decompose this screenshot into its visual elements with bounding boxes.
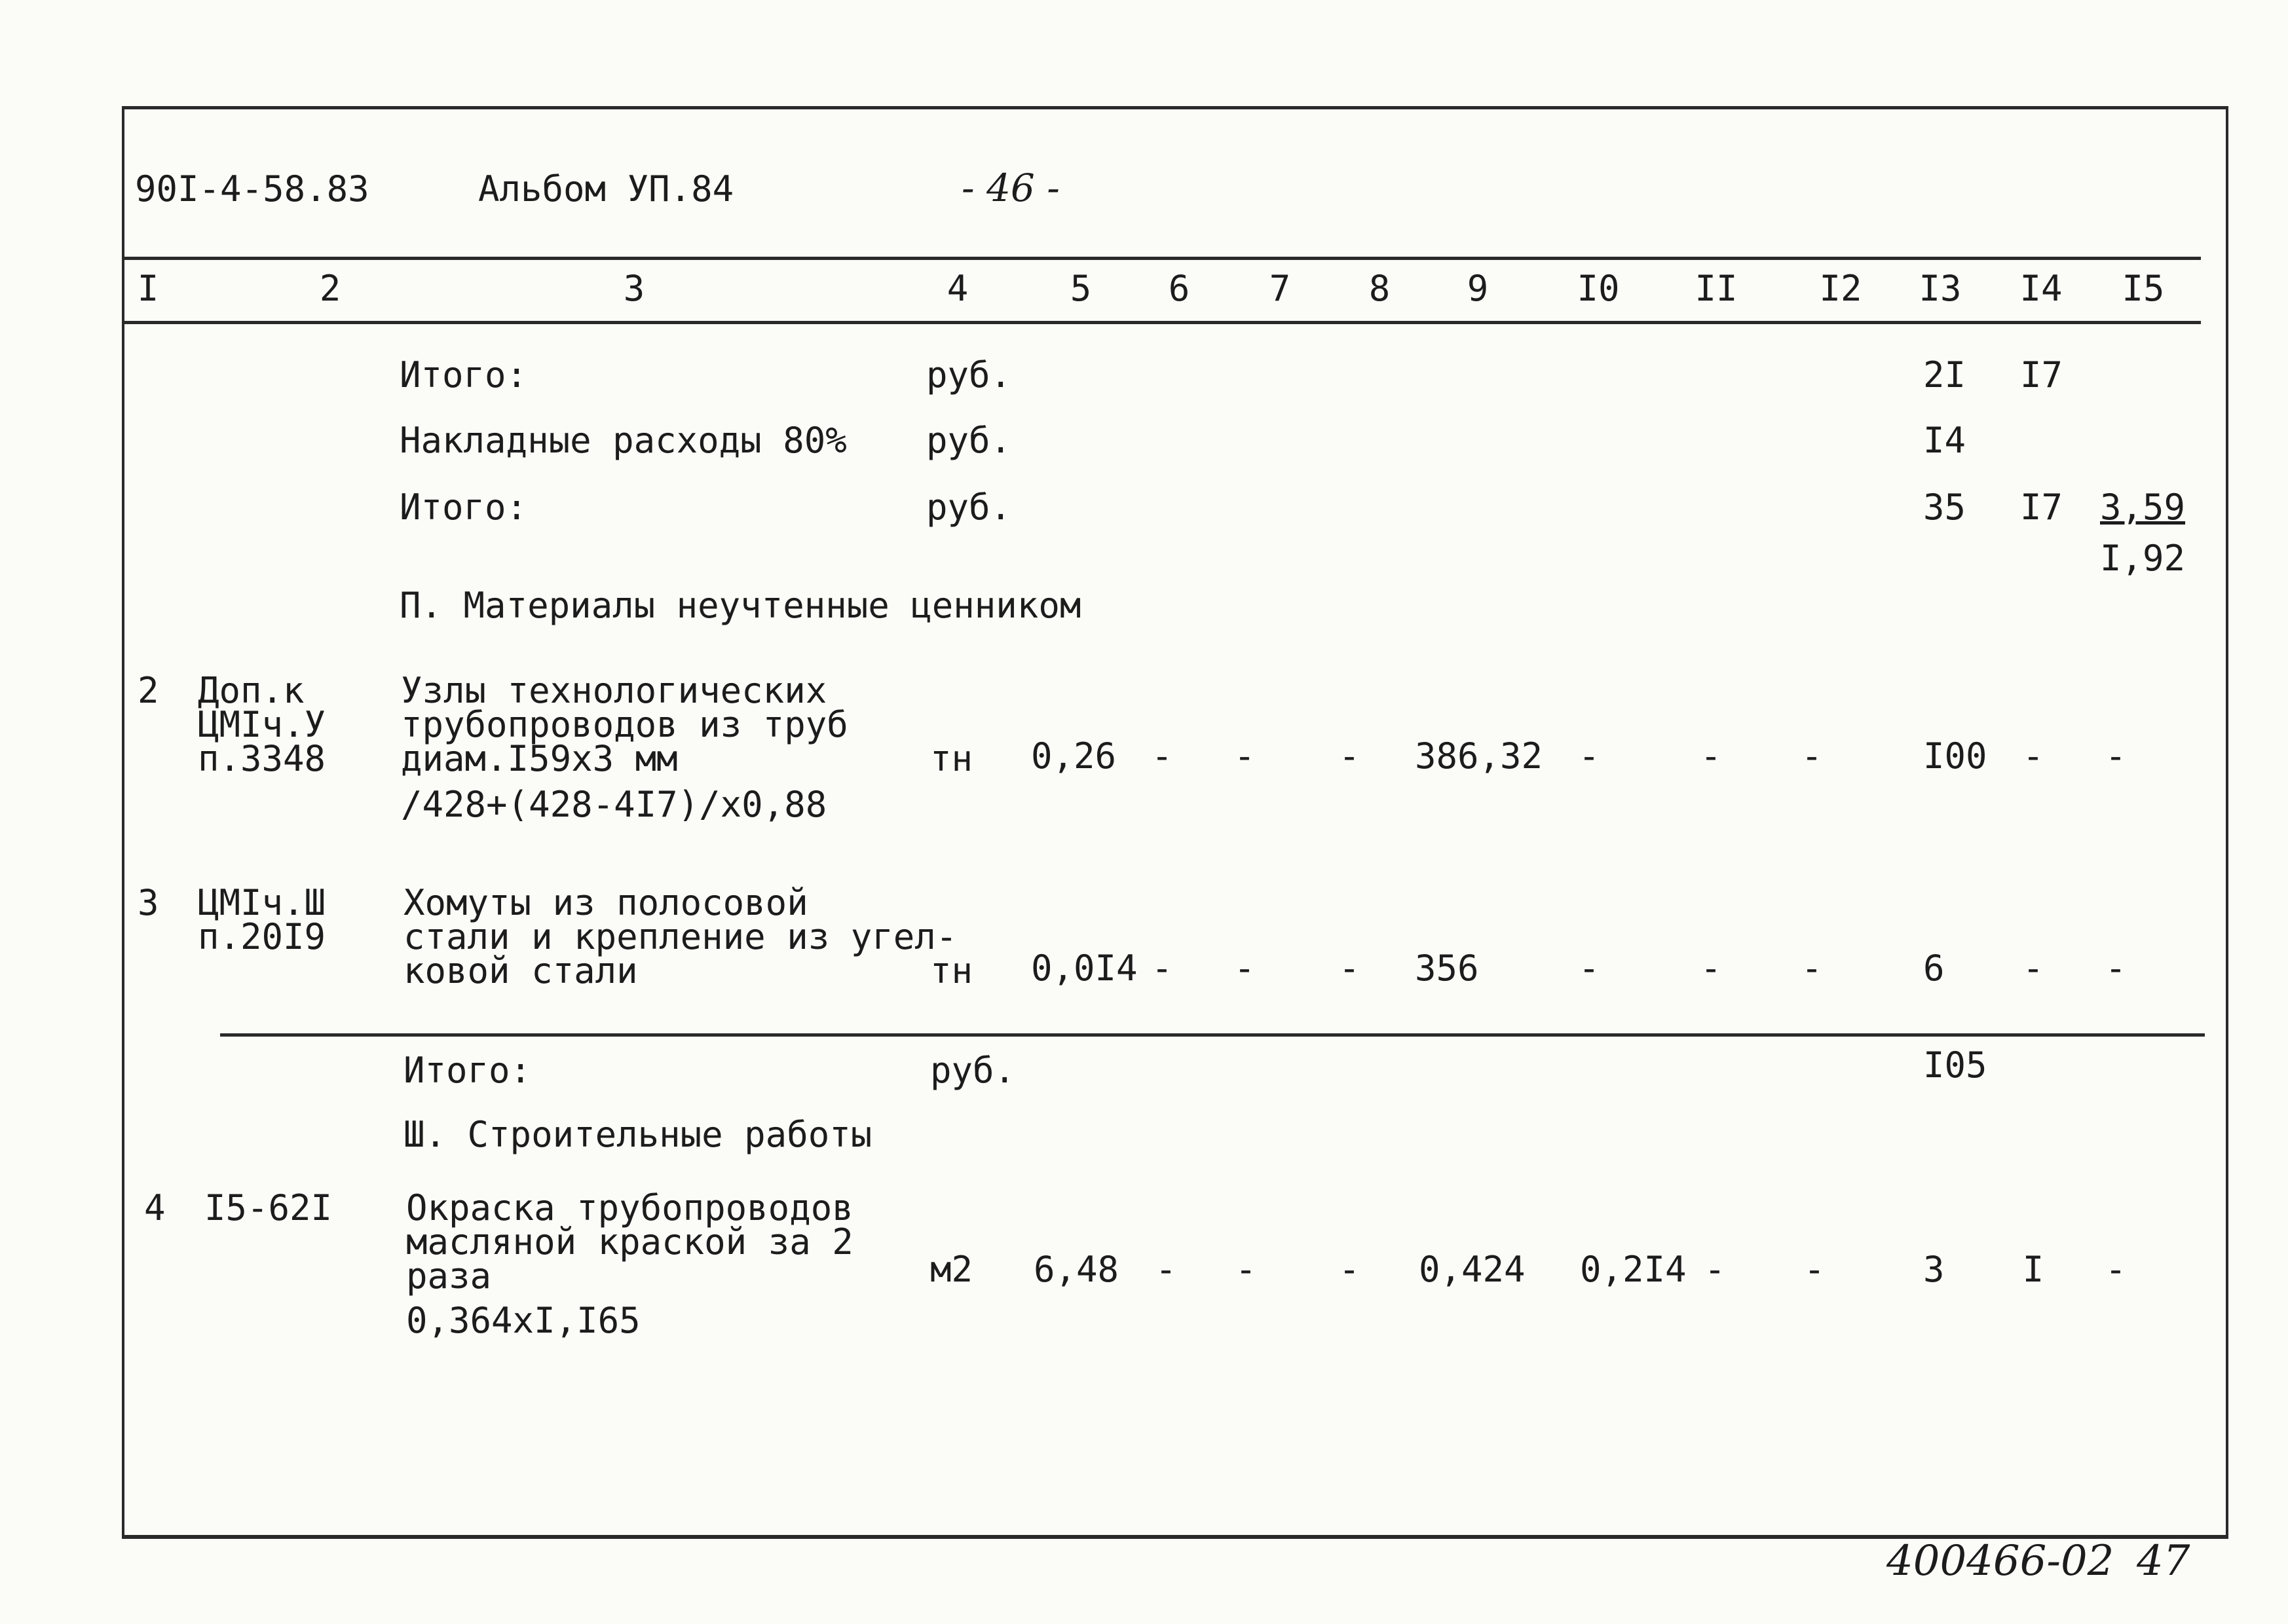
row-unit: тн bbox=[930, 950, 973, 991]
row-col6: - bbox=[1151, 948, 1173, 989]
totals-label: Итого: bbox=[400, 487, 528, 528]
col-header-15: I5 bbox=[2122, 268, 2165, 309]
row-col11: - bbox=[1704, 1249, 1726, 1290]
row-col6: - bbox=[1151, 735, 1173, 777]
row-col5: 6,48 bbox=[1034, 1249, 1119, 1290]
row-name-line: стали и крепление из угел- bbox=[403, 916, 958, 957]
row-col11: - bbox=[1700, 735, 1722, 777]
row-ref-line: Доп.к bbox=[198, 670, 305, 711]
totals-unit: руб. bbox=[926, 487, 1012, 528]
col-header-8: 8 bbox=[1368, 268, 1391, 309]
col-header-13: I3 bbox=[1919, 268, 1962, 309]
row-col15: - bbox=[2105, 735, 2127, 777]
totals-label: Итого: bbox=[403, 1050, 532, 1091]
row-col6: - bbox=[1155, 1249, 1177, 1290]
overhead-col13: I4 bbox=[1923, 420, 1966, 461]
row-name-line: диам.I59x3 мм bbox=[401, 738, 678, 779]
row-number: 4 bbox=[144, 1187, 166, 1228]
col-header-2: 2 bbox=[319, 268, 341, 309]
col-header-3: 3 bbox=[623, 268, 645, 309]
row-col9: 356 bbox=[1415, 948, 1479, 989]
row-ref: I5-62I bbox=[204, 1187, 333, 1228]
totals-col13: 2I bbox=[1923, 354, 1966, 396]
album-label: Альбом УП.84 bbox=[478, 168, 734, 210]
row-name-line: ковой стали bbox=[403, 950, 638, 991]
row-col13: 6 bbox=[1923, 948, 1945, 989]
row-unit: тн bbox=[930, 738, 973, 779]
row-col14: - bbox=[2022, 948, 2044, 989]
totals-col15-bottom: I,92 bbox=[2100, 538, 2186, 579]
row-formula: /428+(428-4I7)/x0,88 bbox=[401, 784, 827, 825]
row-ref-line: ЦМIч.У bbox=[198, 704, 326, 745]
row-col13: I00 bbox=[1923, 735, 1987, 777]
row-col9: 0,424 bbox=[1419, 1249, 1526, 1290]
row-ref-line: п.3348 bbox=[198, 738, 326, 779]
row-name-line: трубопроводов из труб bbox=[401, 704, 848, 745]
archive-number: 400466-02 bbox=[1886, 1537, 2114, 1585]
col-header-14: I4 bbox=[2019, 268, 2063, 309]
sheet-number: 47 bbox=[2137, 1537, 2190, 1585]
col-header-7: 7 bbox=[1269, 268, 1291, 309]
row-ref-line: п.20I9 bbox=[198, 916, 326, 957]
totals-col13: I05 bbox=[1923, 1044, 1987, 1086]
col-header-9: 9 bbox=[1467, 268, 1489, 309]
row-col5: 0,0I4 bbox=[1031, 948, 1138, 989]
col-header-1: I bbox=[137, 268, 159, 309]
row-name-line: масляной краской за 2 bbox=[406, 1221, 853, 1263]
overhead-unit: руб. bbox=[926, 420, 1012, 461]
row-col14: I bbox=[2022, 1249, 2044, 1290]
document-code: 90I-4-58.83 bbox=[135, 168, 369, 210]
row-col12: - bbox=[1801, 948, 1823, 989]
totals-col14: I7 bbox=[2020, 354, 2063, 396]
row-col10: - bbox=[1578, 735, 1600, 777]
col-header-5: 5 bbox=[1070, 268, 1092, 309]
row-col11: - bbox=[1700, 948, 1722, 989]
row-col7: - bbox=[1233, 948, 1256, 989]
row-col12: - bbox=[1801, 735, 1823, 777]
row-col8: - bbox=[1338, 735, 1360, 777]
totals-col15-top: 3,59 bbox=[2100, 487, 2186, 528]
header-bottom-rule bbox=[124, 321, 2201, 324]
row-number: 3 bbox=[138, 882, 159, 923]
section-title: П. Материалы неучтенные ценником bbox=[400, 585, 1081, 626]
row-col7: - bbox=[1235, 1249, 1257, 1290]
row-col7: - bbox=[1233, 735, 1256, 777]
col-header-6: 6 bbox=[1168, 268, 1190, 309]
row-name-line: Окраска трубопроводов bbox=[406, 1187, 853, 1228]
row-col8: - bbox=[1338, 948, 1360, 989]
row-name-line: Узлы технологических bbox=[401, 670, 827, 711]
row-number: 2 bbox=[138, 670, 159, 711]
subtotal-rule bbox=[220, 1033, 2205, 1037]
row-col12: - bbox=[1803, 1249, 1826, 1290]
totals-label: Итого: bbox=[400, 354, 528, 396]
row-col10: 0,2I4 bbox=[1580, 1249, 1687, 1290]
overhead-label: Накладные расходы 80% bbox=[400, 420, 847, 461]
totals-col14: I7 bbox=[2020, 487, 2063, 528]
row-col14: - bbox=[2022, 735, 2044, 777]
row-col13: 3 bbox=[1923, 1249, 1945, 1290]
row-name-line: Хомуты из полосовой bbox=[403, 882, 808, 923]
header-top-rule bbox=[124, 257, 2201, 260]
row-col5: 0,26 bbox=[1031, 735, 1117, 777]
row-col9: 386,32 bbox=[1415, 735, 1543, 777]
col-header-4: 4 bbox=[947, 268, 969, 309]
totals-col13: 35 bbox=[1923, 487, 1966, 528]
col-header-10: I0 bbox=[1577, 268, 1620, 309]
row-formula: 0,364xI,I65 bbox=[406, 1300, 641, 1341]
page-number: - 46 - bbox=[962, 166, 1060, 210]
col-header-11: II bbox=[1695, 268, 1738, 309]
section-title: Ш. Строительные работы bbox=[403, 1114, 872, 1155]
totals-unit: руб. bbox=[926, 354, 1012, 396]
col-header-12: I2 bbox=[1819, 268, 1862, 309]
row-col15: - bbox=[2105, 948, 2127, 989]
row-ref-line: ЦМIч.Ш bbox=[198, 882, 326, 923]
row-col8: - bbox=[1338, 1249, 1360, 1290]
totals-unit: руб. bbox=[930, 1050, 1016, 1091]
row-col15: - bbox=[2105, 1249, 2127, 1290]
row-unit: м2 bbox=[930, 1249, 973, 1290]
row-col10: - bbox=[1578, 948, 1600, 989]
row-name-line: раза bbox=[406, 1255, 492, 1297]
